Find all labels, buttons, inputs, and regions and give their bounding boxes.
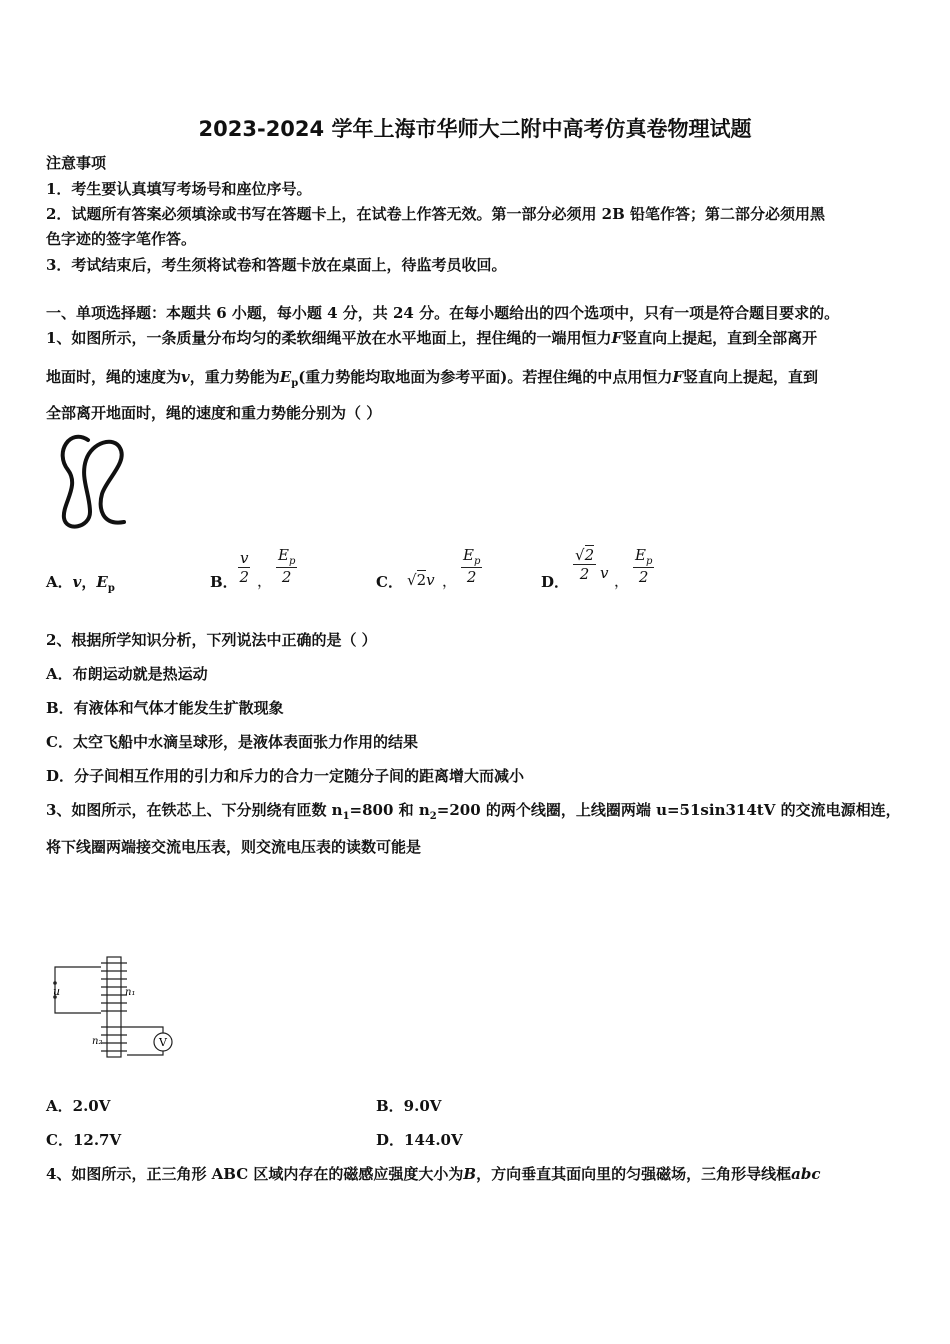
notice-item: 色字迹的签字笔作答。 [46, 230, 197, 248]
comma: ， [257, 572, 273, 590]
notice-item: 3．考试结束后，考生须将试卷和答题卡放在桌面上，待监考员收回。 [46, 256, 507, 274]
q4-line1: 4、如图所示，正三角形 ABC 区域内存在的磁感应强度大小为B，方向垂直其面向里的匀强磁场，三角形导线框abc [46, 1165, 821, 1183]
q2-option-d: D．分子间相互作用的引力和斥力的合力一定随分子间的距离增大而减小 [46, 767, 525, 785]
v-symbol: v [600, 564, 609, 582]
lower-coil [101, 1027, 127, 1051]
section-heading: 一、单项选择题：本题共 6 小题，每小题 4 分，共 24 分。在每小题给出的四个选项中，只有一项是符合题目要求的。 [46, 304, 840, 322]
q1-line1: 1、如图所示，一条质量分布均匀的柔软细绳平放在水平地面上，捏住绳的一端用恒力F竖直向上提起，直到全部离开 [46, 329, 818, 347]
q3-option-a: A．2.0V [46, 1097, 111, 1115]
q3-option-b: B．9.0V [376, 1097, 442, 1115]
notice-item: 1．考生要认真填写考场号和座位序号。 [46, 180, 312, 198]
sqrt2-v: √2v [407, 571, 435, 589]
q1-line3: 全部离开地面时，绳的速度和重力势能分别为（ ） [46, 404, 382, 422]
iron-core [107, 957, 121, 1057]
q1-option-c-label: C． [376, 573, 403, 591]
q1-option-a: A．v，$E_p$ [46, 573, 115, 594]
rope-figure [50, 430, 140, 535]
primary-wire [55, 967, 101, 1013]
fraction-sqrt2-over-2: $\frac{√2}{2}$ [575, 546, 595, 583]
q3-option-c: C．12.7V [46, 1131, 122, 1149]
q2-stem: 2、根据所学知识分析，下列说法中正确的是（ ） [46, 631, 377, 649]
q3-line2: 将下线圈两端接交流电压表，则交流电压表的读数可能是 [46, 838, 422, 856]
q2-option-b: B．有液体和气体才能发生扩散现象 [46, 699, 284, 717]
fraction-ep-over-2: $\frac{E_p}{2}$ [635, 546, 653, 586]
q1-option-b-label: B． [210, 573, 238, 591]
comma: ， [614, 572, 630, 590]
n1-label: n₁ [125, 987, 136, 998]
comma: ， [442, 572, 458, 590]
page-title: 2023-2024 学年上海市华师大二附中高考仿真卷物理试题 [198, 117, 752, 141]
transformer-figure [45, 955, 185, 1065]
notice-heading: 注意事项 [46, 154, 107, 172]
q3-line1: 3、如图所示，在铁芯上、下分别绕有匝数 $n_1=800$ 和 $n_2=200$ 的两个线圈，上线圈两端 u=51sin314tV 的交流电源相连， [46, 801, 901, 822]
voltmeter-label: V [159, 1036, 167, 1049]
upper-coil [101, 963, 127, 1011]
fraction-v-over-2: $\frac{v}{2}$ [239, 549, 250, 586]
notice-item: 2．试题所有答案必须填涂或书写在答题卡上，在试卷上作答无效。第一部分必须用 2B 铅笔作答；第二部分必须用黑 [46, 205, 826, 223]
q1-line2: 地面时，绳的速度为v，重力势能为$E_p$(重力势能均取地面为参考平面)。若捏住绳的中点用恒力F竖直向上提起，直到 [46, 368, 819, 389]
fraction-ep-over-2: $\frac{E_p}{2}$ [463, 546, 481, 586]
q2-option-c: C．太空飞船中水滴呈球形，是液体表面张力作用的结果 [46, 733, 418, 751]
fraction-ep-over-2: $\frac{E_p}{2}$ [278, 546, 296, 586]
q1-option-d-label: D． [541, 573, 570, 591]
q2-option-a: A．布朗运动就是热运动 [46, 665, 208, 683]
n2-label: n₂ [92, 1036, 103, 1047]
u-label: u [53, 985, 61, 998]
q3-option-d: D．144.0V [376, 1131, 463, 1149]
